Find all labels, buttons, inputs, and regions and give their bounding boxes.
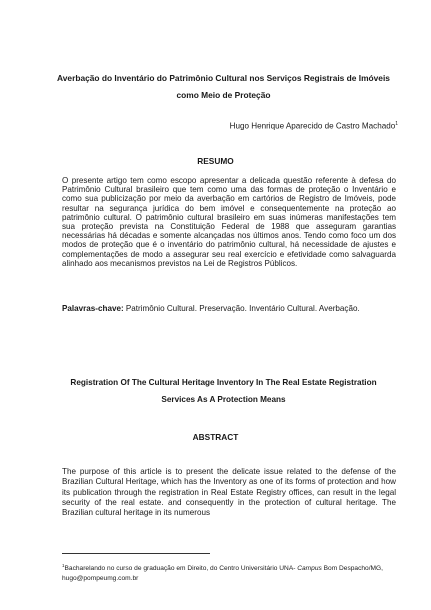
author-line bbox=[230, 119, 398, 132]
footnote-text-before: Bacharelando no curso de graduação em Direito, do Centro Universitário UNA- bbox=[64, 565, 298, 573]
author-name: Hugo Henrique Aparecido de Castro Machado bbox=[229, 121, 396, 131]
keywords-text: Patrimônio Cultural. Preservação. Inventário Cultural. Averbação. bbox=[125, 304, 360, 313]
author-footnote-mark: 1 bbox=[395, 121, 398, 127]
abstract-body: The purpose of this article is to present the delicate issue related to the defense of the Brazilian Cultural Heritage, which has the Inventory as one of its forms of protection and how its publication through the registration in Real Estate Registry offices, can result in the legal security of the real estate. and consequently in the protection of cultural heritage. The Brazilian cultural heritage in its numerous bbox=[62, 467, 396, 518]
resumo-body: O presente artigo tem como escopo apresentar a delicada questão referente à defesa do Patrimônio Cultural brasileiro que tem como uma das formas de proteção o Inventário e como sua publicização por meio da averbação em cartórios de Registro de Imóveis, pode resultar na segurança jurídica do bem imóvel e consequentemente na proteção ao patrimônio cultural. O patrimônio cultural brasileiro em suas inúmeras manifestações tem sua proteção prevista na Constituição Federal de 1988 que asseguram garantias necessárias há décadas e somente alcançadas nos últimos anos. Tendo como foco um dos modos de proteção que é o inventário do patrimônio cultural, há necessidade de ajustes e complementações de modo a assegurar seu real exercício e efetividade como salvaguarda alinhado aos mecanismos previstos na Lei de Registros Públicos. bbox=[62, 176, 396, 268]
footnote-campus: Campus bbox=[297, 565, 322, 573]
footnote bbox=[62, 561, 392, 584]
abstract-heading: ABSTRACT bbox=[192, 432, 239, 442]
paper-title: Averbação do Inventário do Patrimônio Cultural nos Serviços Registrais de Imóveis como Meio de Proteção bbox=[57, 73, 390, 100]
resumo-heading: RESUMO bbox=[197, 156, 234, 166]
keywords-line bbox=[62, 303, 396, 314]
keywords-label: Palavras-chave: bbox=[62, 304, 124, 313]
footnote-divider bbox=[62, 553, 210, 554]
footnote-text-after: Bom Despacho/MG, hugo@pompeumg.com.br bbox=[62, 565, 384, 583]
footnote-mark: 1 bbox=[62, 563, 65, 568]
english-title: Registration Of The Cultural Heritage Inventory In The Real Estate Registration Services As A Protection Means bbox=[70, 378, 377, 404]
